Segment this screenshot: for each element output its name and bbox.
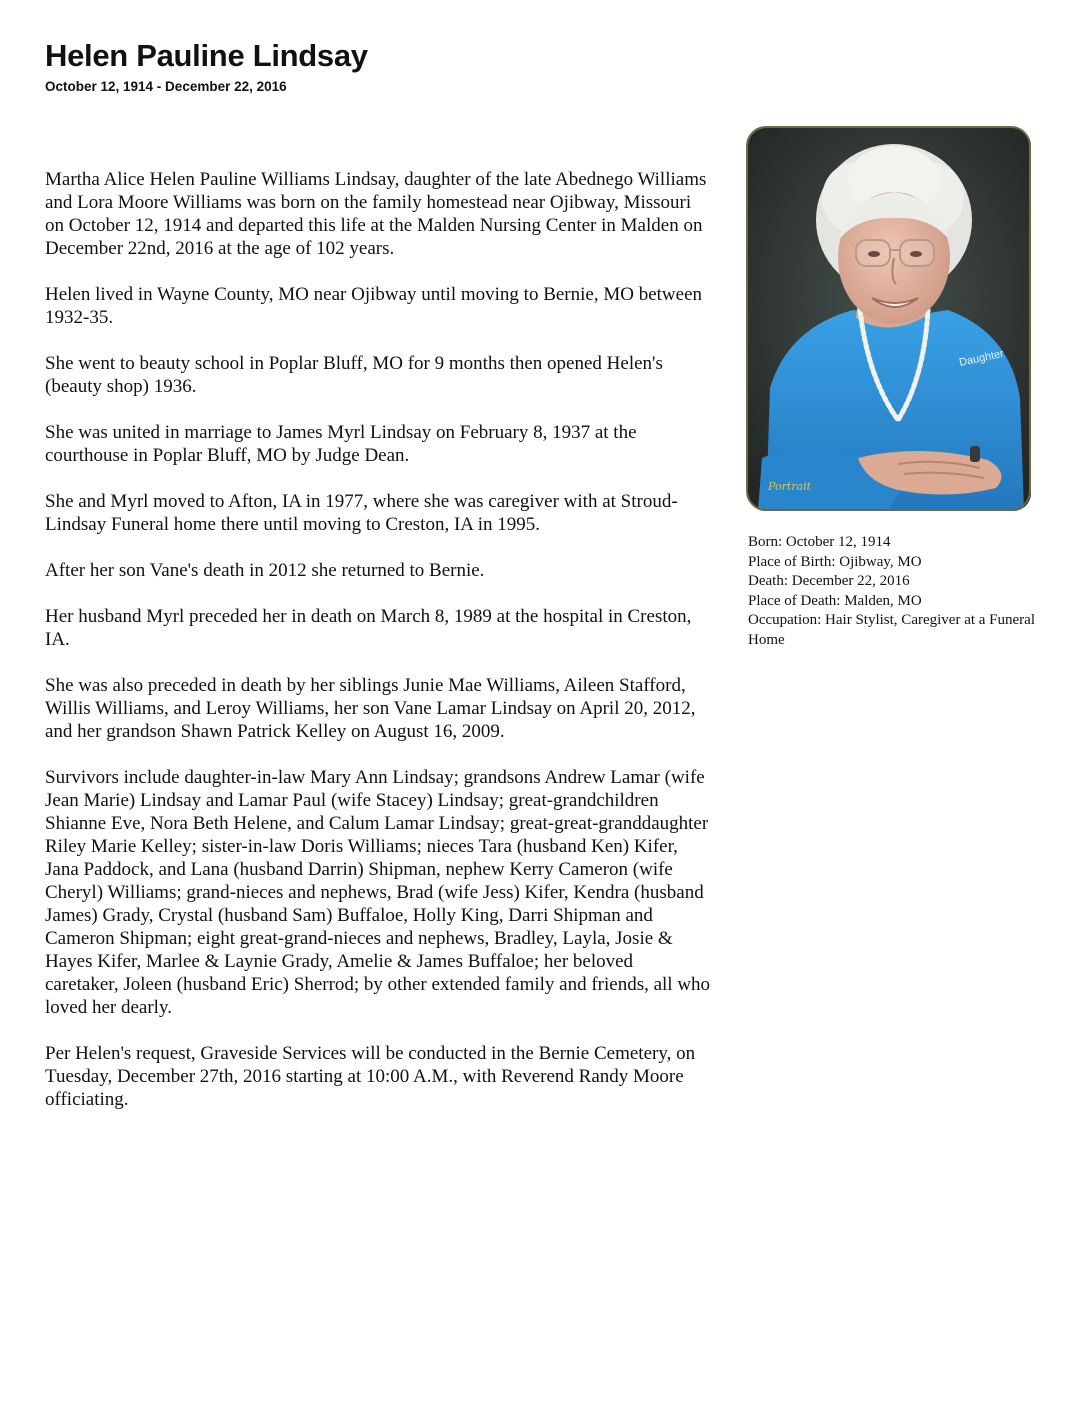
place-of-birth-detail: Place of Birth: Ojibway, MO: [748, 553, 922, 570]
born-detail: Born: October 12, 1914: [748, 534, 891, 550]
wristwatch: [970, 446, 980, 462]
portrait-photo: [748, 128, 1031, 511]
obituary-paragraph: Survivors include daughter-in-law Mary Ann Lindsay; grandsons Andrew Lamar (wife Jean Marie) Lindsay and Lamar Paul (wife Stacey) Lindsay; great-grandchildren Shianne Eve, Nora Beth Helene, and Calum Lamar Lindsay; great-great-granddaughter Riley Marie Kelley; sister-in-law Doris Williams; nieces Tara (husband Ken) Kifer, Jana Paddock, and Lana (husband Darrin) Shipman, nephew Kerry Cameron (wife Cheryl) Williams; grand-nieces and nephews, Brad (wife Jess) Kifer, Kendra (husband James) Grady, Crystal (husband Sam) Buffaloe, Holly King, Darri Shipman and Cameron Shipman; eight great-grand-nieces and nephews, Bradley, Layla, Josie & Hayes Kifer, Marlee & Laynie Grady, Amelie & James Buffaloe; her beloved caretaker, Joleen (husband Eric) Sherrod; by other extended family and friends, all who loved her dearly.: [45, 767, 711, 1018]
obituary-paragraph: Helen lived in Wayne County, MO near Ojibway until moving to Bernie, MO between 1932-35.: [45, 284, 703, 328]
obituary-paragraph: She was also preceded in death by her siblings Junie Mae Williams, Aileen Stafford, Willis Williams, and Leroy Williams, her son Vane Lamar Lindsay on April 20, 2012, and her grandson Shawn Patrick Kelley on August 16, 2009.: [45, 675, 696, 742]
obituary-paragraph: Martha Alice Helen Pauline Williams Lindsay, daughter of the late Abednego Williams and Lora Moore Williams was born on the family homestead near Ojibway, Missouri on October 12, 1914 and departed this life at the Malden Nursing Center in Malden on December 22nd, 2016 at the age of 102 years.: [45, 169, 707, 259]
obituary-paragraph: Per Helen's request, Graveside Services will be conducted in the Bernie Cemetery, on Tuesday, December 27th, 2016 starting at 10:00 A.M., with Reverend Randy Moore officiating.: [45, 1043, 696, 1110]
portrait-illustration: [748, 128, 1031, 511]
life-dates: October 12, 1914 - December 22, 2016: [45, 79, 287, 94]
studio-mark: Portrait: [768, 480, 812, 493]
obituary-paragraph: Her husband Myrl preceded her in death on March 8, 1989 at the hospital in Creston, IA.: [45, 606, 692, 650]
obituary-paragraph: After her son Vane's death in 2012 she returned to Bernie.: [45, 560, 485, 581]
place-of-death-detail: Place of Death: Malden, MO: [748, 592, 922, 609]
obituary-paragraph: She went to beauty school in Poplar Bluff, MO for 9 months then opened Helen's (beauty shop) 1936.: [45, 353, 663, 397]
page-title: Helen Pauline Lindsay: [45, 38, 368, 73]
occupation-detail: Occupation: Hair Stylist, Caregiver at a Funeral Home: [748, 612, 1035, 648]
obituary-paragraph: She and Myrl moved to Afton, IA in 1977, where she was caregiver with at Stroud-Lindsay Funeral home there until moving to Creston, IA in 1995.: [45, 491, 678, 535]
obituary-paragraph: She was united in marriage to James Myrl Lindsay on February 8, 1937 at the courthouse in Poplar Bluff, MO by Judge Dean.: [45, 422, 637, 466]
death-detail: Death: December 22, 2016: [748, 573, 910, 589]
shirt-text: Daughter: [958, 347, 1005, 369]
obituary-text: [45, 168, 711, 1134]
vital-details: [748, 533, 1048, 650]
